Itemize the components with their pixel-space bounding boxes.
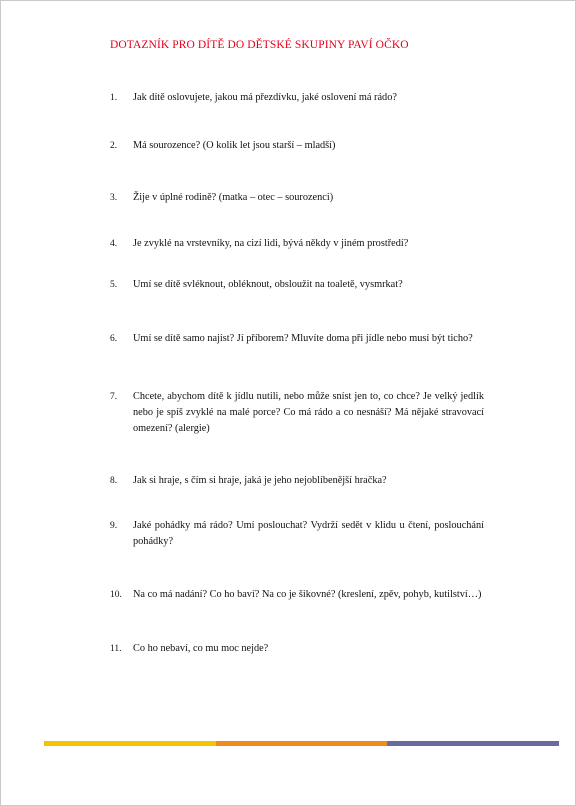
question-number: 5. bbox=[110, 280, 118, 290]
question-text: Jak dítě oslovujete, jakou má přezdívku, jaké oslovení má rádo? bbox=[133, 92, 397, 103]
footer-segment-yellow bbox=[44, 741, 216, 746]
question-4 bbox=[110, 236, 484, 252]
question-10 bbox=[110, 587, 484, 603]
question-text: Chcete, abychom dítě k jídlu nutili, nebo může sníst jen to, co chce? Je velký jedlík nebo je spíš zvyklé na malé porce? Co má rádo a co nesnáší? Má nějaké stravovací omezení? (alergie) bbox=[133, 391, 484, 434]
question-3 bbox=[110, 190, 484, 206]
question-text: Na co má nadání? Co ho baví? Na co je šikovné? (kreslení, zpěv, pohyb, kutilství…) bbox=[133, 589, 482, 600]
footer-segment-purple bbox=[387, 741, 559, 746]
question-number: 1. bbox=[110, 93, 118, 103]
question-text: Jaké pohádky má rádo? Umí poslouchat? Vydrží sedět v klidu u čtení, poslouchání pohádky? bbox=[133, 520, 484, 547]
question-text: Je zvyklé na vrstevníky, na cizí lidi, bývá někdy v jiném prostředí? bbox=[133, 238, 409, 249]
page-title: DOTAZNÍK PRO DÍTĚ DO DĚTSKÉ SKUPINY PAVÍ OČKO bbox=[110, 39, 409, 51]
question-9 bbox=[110, 518, 484, 550]
question-7 bbox=[110, 389, 484, 437]
question-5 bbox=[110, 277, 484, 293]
question-8 bbox=[110, 473, 484, 489]
question-text: Umí se dítě svléknout, obléknout, obsloužit na toaletě, vysmrkat? bbox=[133, 279, 403, 290]
question-number: 3. bbox=[110, 193, 118, 203]
question-text: Žije v úplné rodině? (matka – otec – sourozenci) bbox=[133, 192, 334, 203]
question-number: 7. bbox=[110, 392, 118, 402]
question-text: Umí se dítě samo najíst? Jí příborem? Mluvíte doma při jídle nebo musí být ticho? bbox=[133, 333, 473, 344]
question-6 bbox=[110, 331, 484, 347]
question-2 bbox=[110, 138, 484, 154]
question-number: 11. bbox=[110, 644, 122, 654]
question-text: Co ho nebaví, co mu moc nejde? bbox=[133, 643, 269, 654]
footer-color-bar bbox=[44, 741, 559, 746]
question-number: 2. bbox=[110, 141, 118, 151]
question-number: 8. bbox=[110, 476, 118, 486]
footer-segment-orange bbox=[216, 741, 387, 746]
question-1 bbox=[110, 90, 484, 106]
question-number: 10. bbox=[110, 590, 122, 600]
question-11 bbox=[110, 641, 484, 657]
question-number: 6. bbox=[110, 334, 118, 344]
question-text: Má sourozence? (O kolik let jsou starší – mladší) bbox=[133, 140, 336, 151]
question-text: Jak si hraje, s čím si hraje, jaká je jeho nejoblíbenější hračka? bbox=[133, 475, 387, 486]
question-number: 4. bbox=[110, 239, 118, 249]
question-number: 9. bbox=[110, 521, 118, 531]
